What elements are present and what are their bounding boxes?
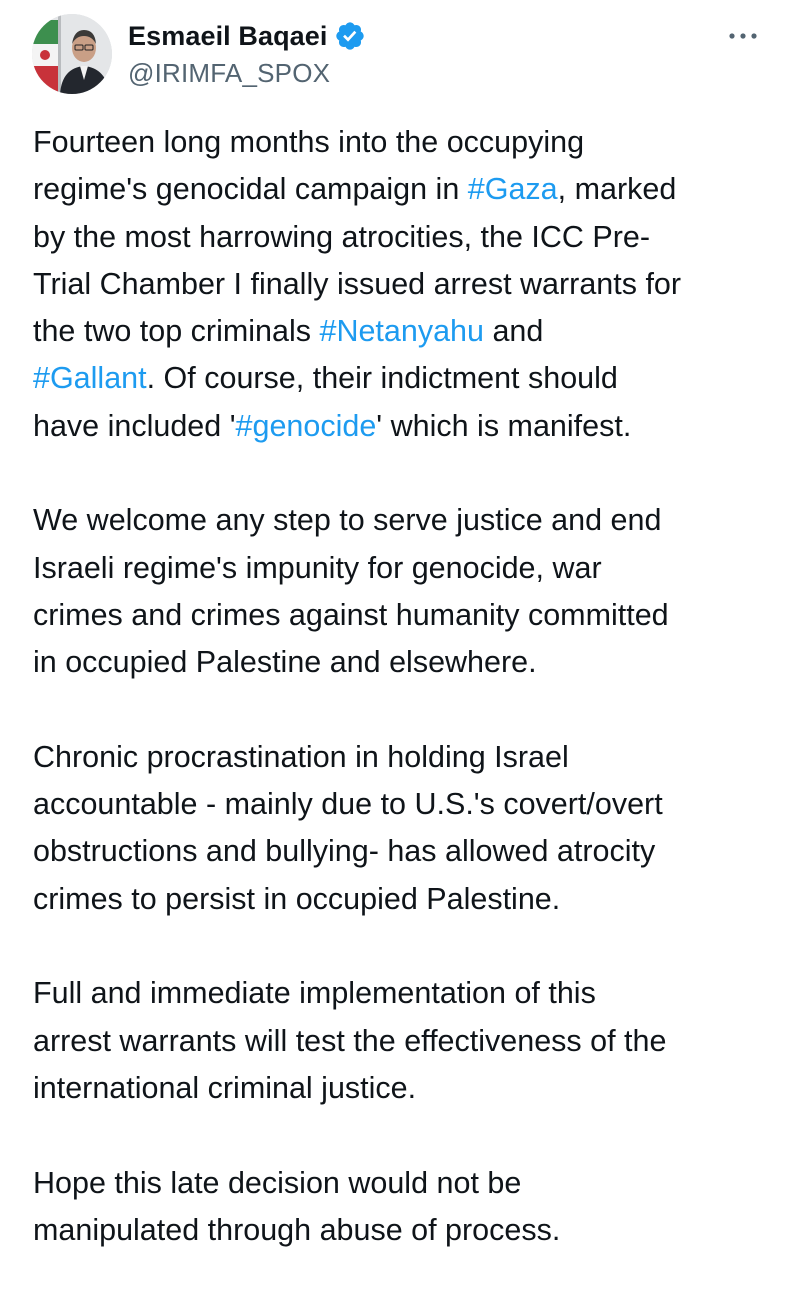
text-line: international criminal justice. bbox=[33, 1070, 417, 1105]
text-line: by the most harrowing atrocities, the ICC Pre- bbox=[33, 219, 651, 254]
text-segment: ' which is manifest. bbox=[376, 408, 632, 443]
verified-badge-icon bbox=[334, 20, 366, 52]
paragraph-5 bbox=[33, 1160, 768, 1255]
hashtag-netanyahu[interactable]: #Netanyahu bbox=[319, 314, 484, 349]
text-line bbox=[33, 403, 768, 450]
more-options-icon[interactable] bbox=[726, 26, 760, 46]
text-line: arrest warrants will test the effectiveness of the bbox=[33, 1023, 667, 1058]
text-segment: , marked bbox=[557, 172, 677, 207]
tweet-header bbox=[32, 14, 760, 96]
text-line: Chronic procrastination in holding Israel bbox=[33, 739, 569, 774]
text-line: crimes to persist in occupied Palestine. bbox=[33, 881, 561, 916]
text-segment: regime's genocidal campaign in bbox=[33, 172, 468, 207]
paragraph-4 bbox=[33, 970, 768, 1112]
text-line: obstructions and bullying- has allowed atrocity bbox=[33, 834, 656, 869]
text-line: manipulated through abuse of process. bbox=[33, 1212, 561, 1247]
paragraph-2 bbox=[33, 497, 768, 686]
name-row bbox=[128, 18, 366, 54]
hashtag-genocide[interactable]: #genocide bbox=[235, 408, 377, 443]
text-line bbox=[33, 166, 768, 213]
text-segment: and bbox=[483, 314, 544, 349]
avatar[interactable] bbox=[32, 14, 112, 94]
text-line: Hope this late decision would not be bbox=[33, 1165, 522, 1200]
text-line: Israeli regime's impunity for genocide, war bbox=[33, 550, 602, 585]
text-line: accountable - mainly due to U.S.'s covert/overt bbox=[33, 787, 663, 822]
tweet-text bbox=[33, 119, 768, 1301]
paragraph-3 bbox=[33, 734, 768, 923]
text-line: Trial Chamber I finally issued arrest warrants for bbox=[33, 266, 682, 301]
text-segment: the two top criminals bbox=[33, 314, 320, 349]
handle[interactable]: @IRIMFA_SPOX bbox=[128, 58, 331, 88]
text-line: crimes and crimes against humanity committed bbox=[33, 597, 669, 632]
author-info bbox=[128, 18, 366, 89]
text-line: Full and immediate implementation of this bbox=[33, 976, 596, 1011]
profile-photo bbox=[32, 14, 112, 94]
text-line: Fourteen long months into the occupying bbox=[33, 125, 585, 159]
paragraph-1 bbox=[33, 119, 768, 450]
text-segment: have included ' bbox=[33, 408, 236, 443]
text-line bbox=[33, 308, 768, 355]
hashtag-gallant[interactable]: #Gallant bbox=[33, 361, 147, 396]
text-line bbox=[33, 355, 768, 402]
text-line: We welcome any step to serve justice and end bbox=[33, 503, 662, 538]
hashtag-gaza[interactable]: #Gaza bbox=[467, 172, 558, 207]
display-name[interactable]: Esmaeil Baqaei bbox=[128, 20, 328, 51]
text-segment: . Of course, their indictment should bbox=[146, 361, 618, 396]
text-line: in occupied Palestine and elsewhere. bbox=[33, 645, 537, 680]
